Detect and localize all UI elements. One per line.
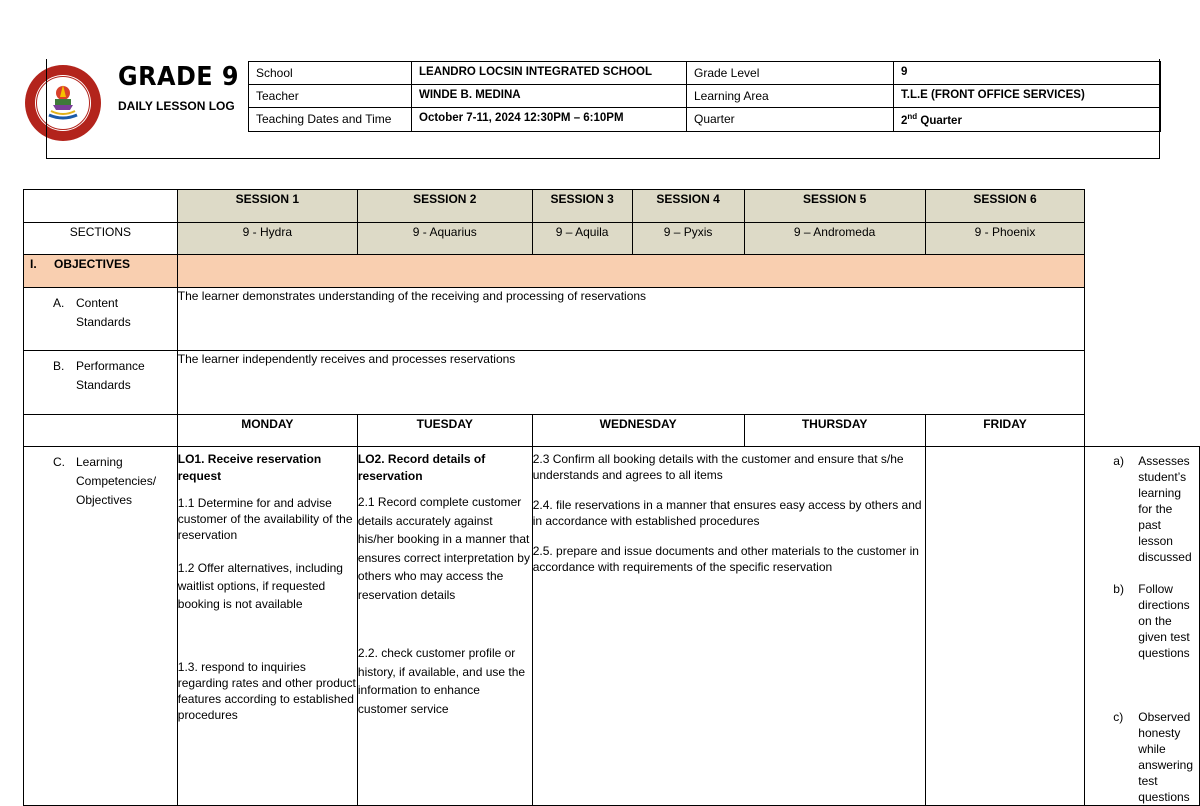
- objectives-band: [177, 255, 1085, 288]
- dates-value: October 7-11, 2024 12:30PM – 6:10PM: [412, 108, 687, 132]
- sections-label: SECTIONS: [24, 223, 178, 255]
- day-friday: FRIDAY: [925, 415, 1085, 447]
- tuesday-competencies: LO2. Record details of reservation 2.1 Record complete customer details accurately against his/her booking in a manner that ensures correct interpretation by others who may access the reservation details 2.2. check customer profile or history, if available, and use the information to enhance customer service: [357, 447, 532, 806]
- session-2-header: SESSION 2: [357, 190, 532, 223]
- section-6: 9 - Phoenix: [925, 223, 1085, 255]
- session-6-header: SESSION 6: [925, 190, 1085, 223]
- corner-cell: [24, 190, 178, 223]
- learning-area-value: T.L.E (FRONT OFFICE SERVICES): [894, 85, 1161, 108]
- dates-label: Teaching Dates and Time: [249, 108, 412, 132]
- learning-area-label: Learning Area: [687, 85, 894, 108]
- document-title: GRADE 9: [118, 62, 239, 92]
- friday-blank: [925, 447, 1085, 806]
- document-subtitle: DAILY LESSON LOG: [118, 99, 235, 113]
- grade-level-label: Grade Level: [687, 62, 894, 85]
- section-1: 9 - Hydra: [177, 223, 357, 255]
- section-2: 9 - Aquarius: [357, 223, 532, 255]
- day-tuesday: TUESDAY: [357, 415, 532, 447]
- friday-item-a: a) Assesses student’s learning for the past lesson discussed: [1113, 454, 1192, 564]
- monday-competencies: LO1. Receive reservation request 1.1 Determine for and advise customer of the availability of the reservation 1.2 Offer alternatives, including waitlist options, if requested booking is not available 1.3. respond to inquiries regarding rates and other product features according to established procedures: [177, 447, 357, 806]
- teacher-value: WINDE B. MEDINA: [412, 85, 687, 108]
- day-monday: MONDAY: [177, 415, 357, 447]
- content-standards-label: A. Content Standards: [24, 288, 178, 351]
- friday-item-c: c) Observed honesty while answering test questions: [1113, 710, 1193, 804]
- day-row-blank: [24, 415, 178, 447]
- quarter-label: Quarter: [687, 108, 894, 132]
- header-info-table: [248, 61, 1161, 132]
- day-thursday: THURSDAY: [744, 415, 925, 447]
- session-4-header: SESSION 4: [632, 190, 744, 223]
- session-5-header: SESSION 5: [744, 190, 925, 223]
- friday-competencies: [1085, 447, 1200, 806]
- section-5: 9 – Andromeda: [744, 223, 925, 255]
- session-3-header: SESSION 3: [532, 190, 632, 223]
- performance-standards-label: B. Performance Standards: [24, 351, 178, 415]
- friday-item-b: b) Follow directions on the given test questions: [1113, 582, 1190, 660]
- objectives-heading: I. OBJECTIVES: [24, 255, 178, 288]
- performance-standards-text: The learner independently receives and processes reservations: [177, 351, 1085, 415]
- school-label: School: [249, 62, 412, 85]
- grade-level-value: 9: [894, 62, 1161, 85]
- lesson-table: [23, 189, 1200, 806]
- quarter-value: 2nd Quarter: [894, 108, 1161, 132]
- competencies-label: C. Learning Competencies/ Objectives: [24, 447, 178, 806]
- teacher-label: Teacher: [249, 85, 412, 108]
- wed-thu-competencies: 2.3 Confirm all booking details with the customer and ensure that s/he understands and agrees to all items 2.4. file reservations in a manner that ensures easy access by others and in accordance with established procedures 2.5. prepare and issue documents and other materials to the customer in accordance with requirements of the specific reservation: [532, 447, 925, 806]
- session-1-header: SESSION 1: [177, 190, 357, 223]
- content-standards-text: The learner demonstrates understanding of the receiving and processing of reservations: [177, 288, 1085, 351]
- day-wednesday: WEDNESDAY: [532, 415, 744, 447]
- section-3: 9 – Aquila: [532, 223, 632, 255]
- school-value: LEANDRO LOCSIN INTEGRATED SCHOOL: [412, 62, 687, 85]
- section-4: 9 – Pyxis: [632, 223, 744, 255]
